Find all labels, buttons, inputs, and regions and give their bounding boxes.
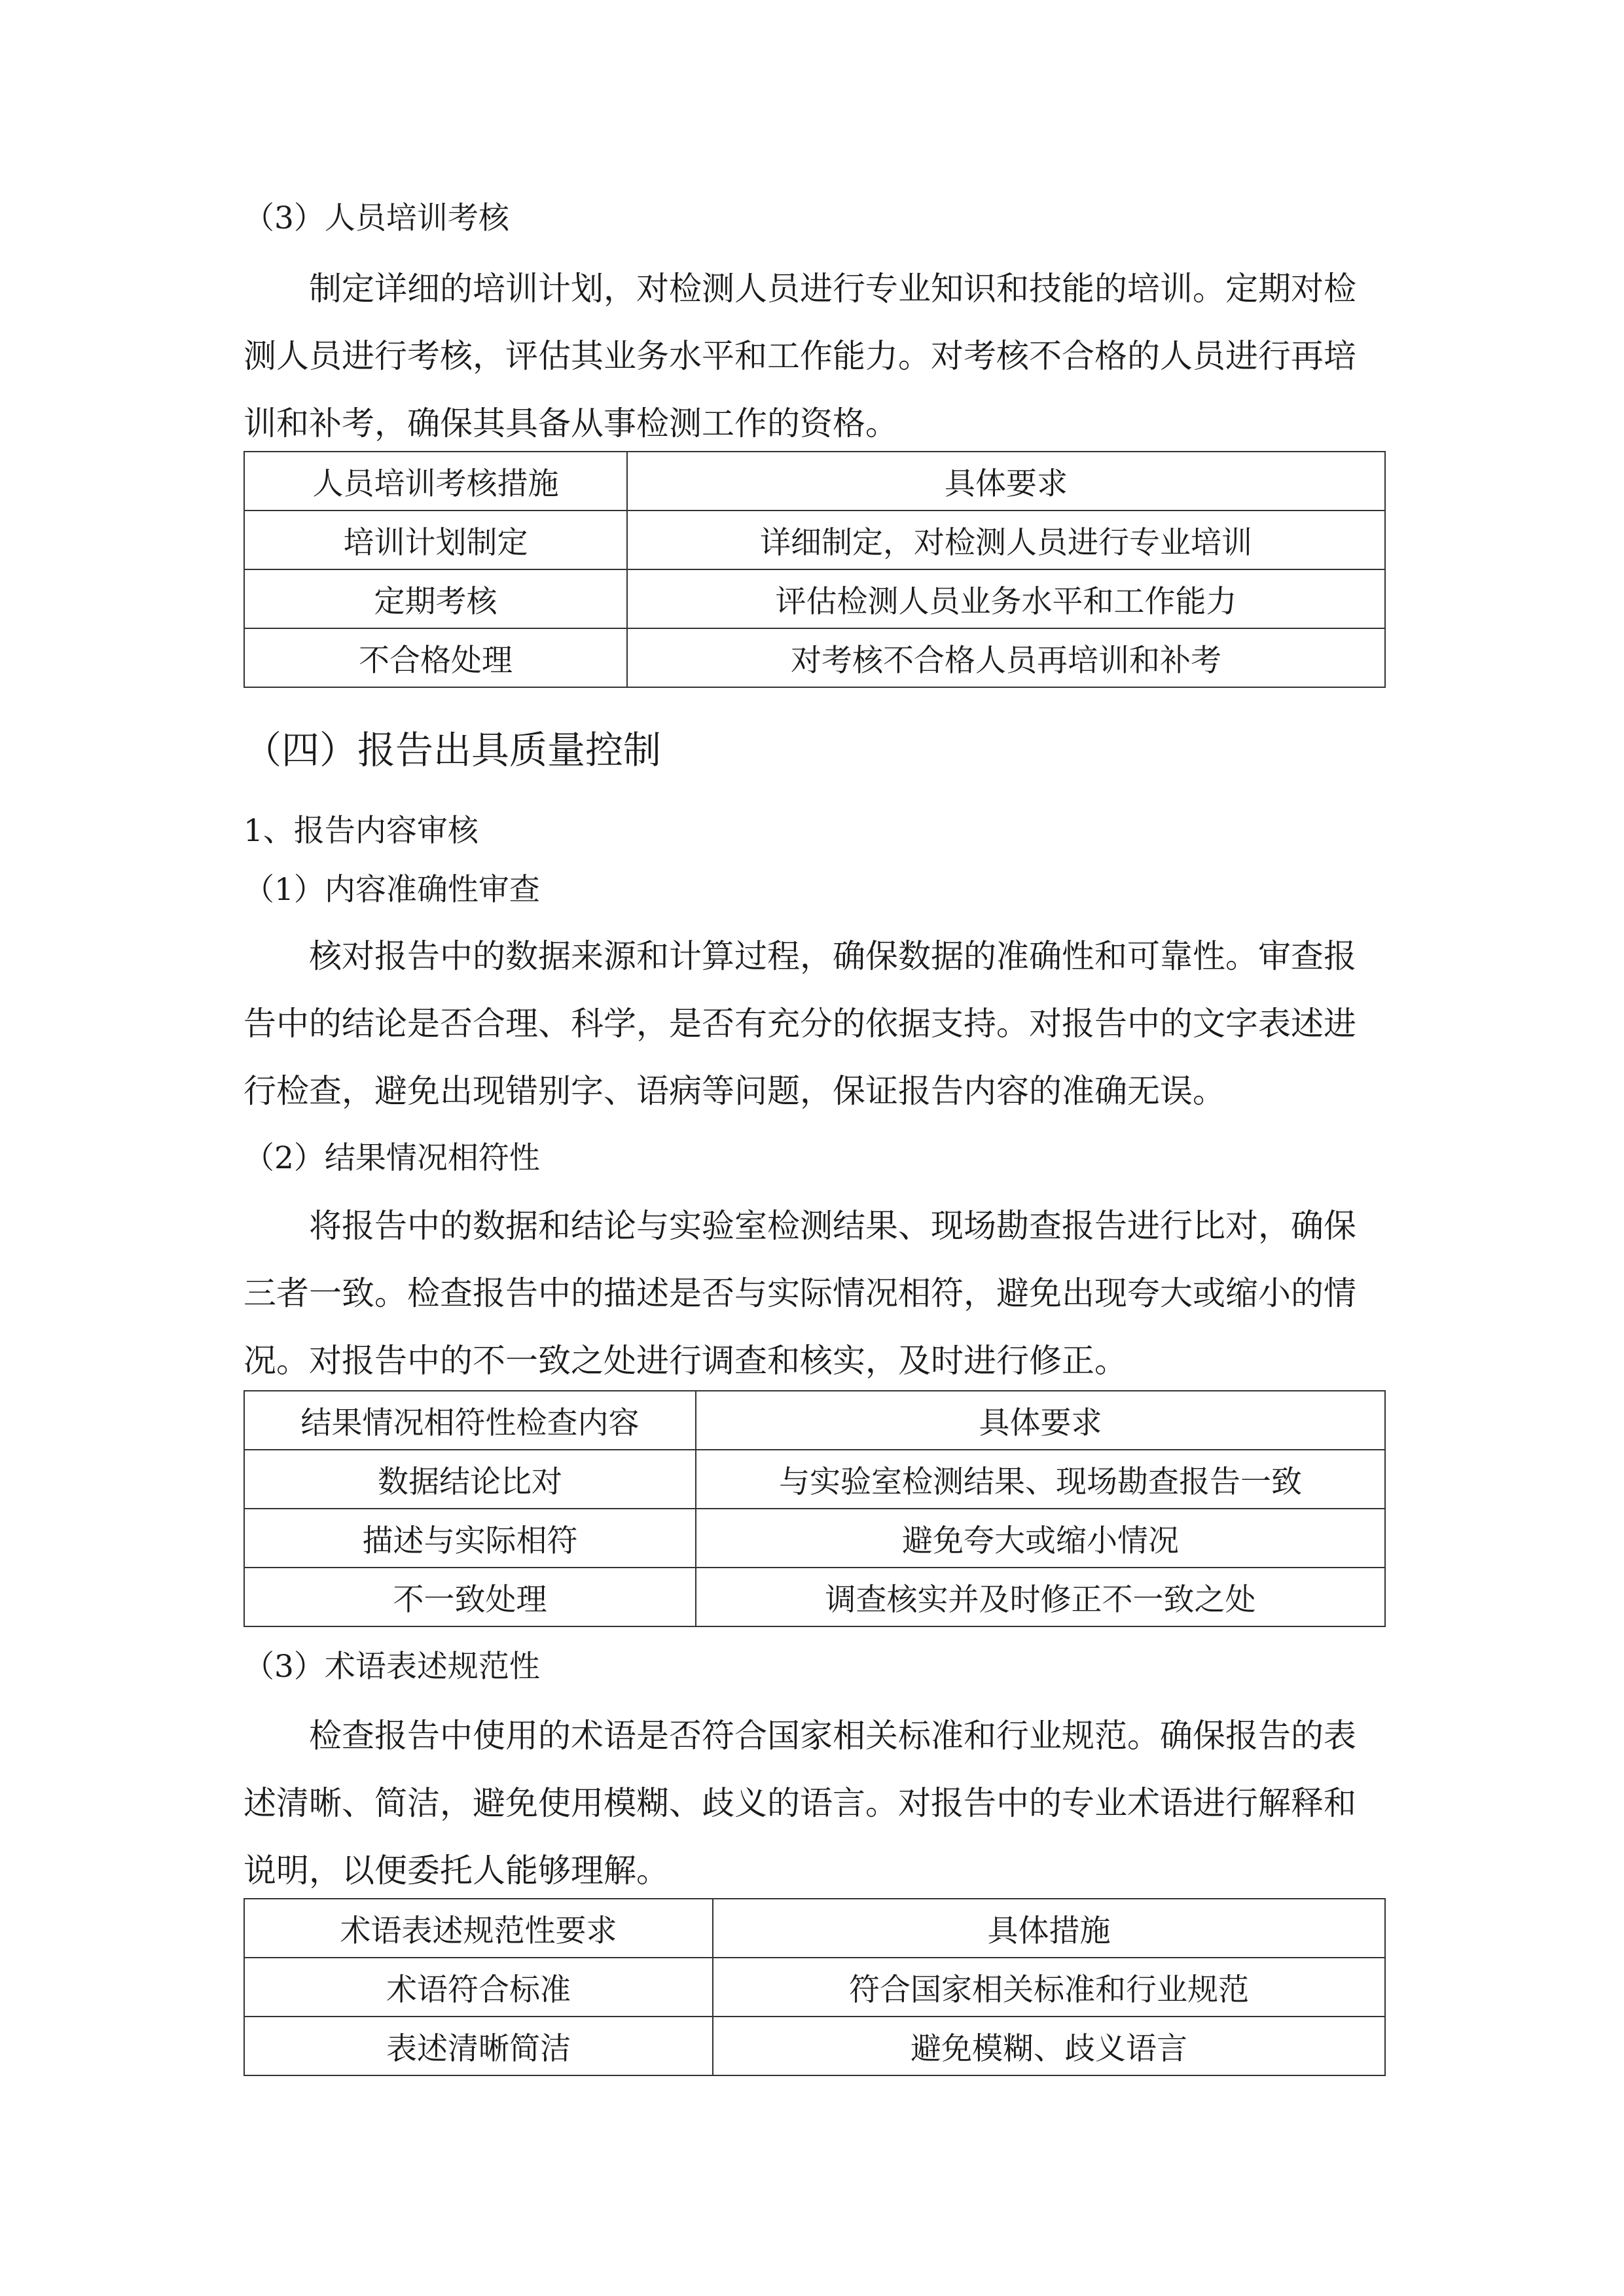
- table-row: [244, 569, 1385, 628]
- table-header-row: [244, 1391, 1385, 1450]
- table-cell: 符合国家相关标准和行业规范: [713, 1958, 1385, 2017]
- table-cell: 调查核实并及时修正不一致之处: [696, 1568, 1385, 1626]
- report-subheading: 1、报告内容审核: [244, 813, 478, 849]
- table-header-cell: 人员培训考核措施: [244, 452, 627, 511]
- paragraph-line: 三者一致。检查报告中的描述是否与实际情况相符，避免出现夸大或缩小的情: [244, 1274, 1356, 1312]
- report-section-heading: （四）报告出具质量控制: [244, 728, 662, 772]
- training-heading: （3）人员培训考核: [244, 200, 509, 236]
- table-header-cell: 具体措施: [713, 1899, 1385, 1958]
- paragraph-line: 告中的结论是否合理、科学，是否有充分的依据支持。对报告中的文字表述进: [244, 1005, 1356, 1043]
- table-row: [244, 1958, 1385, 2017]
- table-cell: 数据结论比对: [244, 1450, 696, 1509]
- paragraph-line: 核对报告中的数据来源和计算过程，确保数据的准确性和可靠性。审查报: [309, 937, 1356, 975]
- table-header-row: [244, 1899, 1385, 1958]
- table-cell: 评估检测人员业务水平和工作能力: [627, 569, 1385, 628]
- terminology-table: [244, 1898, 1386, 2076]
- paragraph-line: 训和补考，确保其具备从事检测工作的资格。: [244, 404, 898, 442]
- table-cell: 表述清晰简洁: [244, 2017, 713, 2075]
- table-header-cell: 结果情况相符性检查内容: [244, 1391, 696, 1450]
- paragraph-line: 况。对报告中的不一致之处进行调查和核实，及时进行修正。: [244, 1342, 1127, 1380]
- table-row: [244, 2017, 1385, 2075]
- terminology-heading: （3）术语表述规范性: [244, 1649, 540, 1685]
- paragraph-line: 说明，以便委托人能够理解。: [244, 1852, 669, 1890]
- paragraph-line: 测人员进行考核，评估其业务水平和工作能力。对考核不合格的人员进行再培: [244, 337, 1356, 375]
- table-cell: 术语符合标准: [244, 1958, 713, 2017]
- accuracy-paragraph: [244, 923, 1386, 1125]
- paragraph-line: 检查报告中使用的术语是否符合国家相关标准和行业规范。确保报告的表: [309, 1717, 1356, 1755]
- table-cell: 不合格处理: [244, 628, 627, 687]
- table-cell: 与实验室检测结果、现场勘查报告一致: [696, 1450, 1385, 1509]
- training-paragraph: [244, 255, 1386, 457]
- consistency-table: [244, 1390, 1386, 1627]
- consistency-paragraph: [244, 1193, 1386, 1395]
- table-cell: 对考核不合格人员再培训和补考: [627, 628, 1385, 687]
- accuracy-heading: （1）内容准确性审查: [244, 872, 540, 908]
- table-row: [244, 628, 1385, 687]
- table-header-cell: 具体要求: [627, 452, 1385, 511]
- table-cell: 避免夸大或缩小情况: [696, 1509, 1385, 1568]
- paragraph-line: 述清晰、简洁，避免使用模糊、歧义的语言。对报告中的专业术语进行解释和: [244, 1784, 1356, 1822]
- table-row: [244, 1509, 1385, 1568]
- consistency-heading: （2）结果情况相符性: [244, 1140, 540, 1176]
- paragraph-line: 将报告中的数据和结论与实验室检测结果、现场勘查报告进行比对，确保: [309, 1207, 1356, 1245]
- table-row: [244, 1568, 1385, 1626]
- terminology-paragraph: [244, 1702, 1386, 1905]
- table-header-cell: 术语表述规范性要求: [244, 1899, 713, 1958]
- training-table: [244, 451, 1386, 688]
- table-row: [244, 511, 1385, 569]
- table-cell: 定期考核: [244, 569, 627, 628]
- table-cell: 不一致处理: [244, 1568, 696, 1626]
- table-cell: 详细制定，对检测人员进行专业培训: [627, 511, 1385, 569]
- table-cell: 描述与实际相符: [244, 1509, 696, 1568]
- table-cell: 避免模糊、歧义语言: [713, 2017, 1385, 2075]
- table-row: [244, 1450, 1385, 1509]
- table-cell: 培训计划制定: [244, 511, 627, 569]
- paragraph-line: 行检查，避免出现错别字、语病等问题，保证报告内容的准确无误。: [244, 1072, 1225, 1110]
- table-header-cell: 具体要求: [696, 1391, 1385, 1450]
- table-header-row: [244, 452, 1385, 511]
- paragraph-line: 制定详细的培训计划，对检测人员进行专业知识和技能的培训。定期对检: [309, 270, 1356, 308]
